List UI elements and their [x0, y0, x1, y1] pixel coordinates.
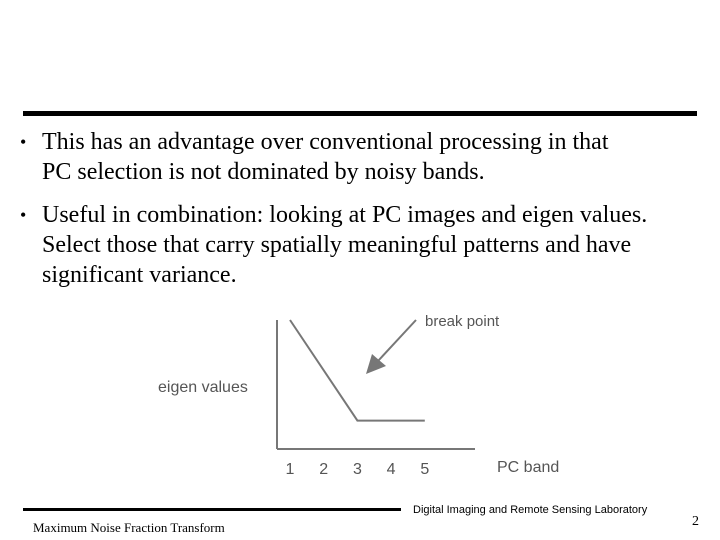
top-rule: [23, 111, 697, 116]
footer-rule: [23, 508, 401, 511]
x-tick-label: 4: [386, 461, 396, 478]
x-tick-label: 5: [420, 461, 430, 478]
x-tick-label: 2: [319, 461, 329, 478]
footer-lab-name: Digital Imaging and Remote Sensing Laboratory: [413, 504, 648, 516]
bullet-2-text: [42, 200, 702, 290]
eigenvalue-chart: [150, 305, 590, 485]
x-tick-label: 1: [285, 461, 295, 478]
bullet-1-text: [42, 127, 702, 187]
eigenvalue-line: [290, 320, 425, 421]
bullet-1-line-2: PC selection is not dominated by noisy bands.: [42, 159, 485, 185]
bullet-2-line-2: Select those that carry spatially meaningful patterns and have: [42, 232, 632, 258]
annotation-label: break point: [425, 313, 500, 330]
bullet-dot: •: [20, 205, 27, 225]
annotation-arrow-shaft: [378, 320, 416, 361]
x-axis-label: PC band: [497, 459, 560, 476]
page-number: 2: [692, 514, 699, 529]
bullet-2-line-3: significant variance.: [42, 262, 237, 288]
footer-title: Maximum Noise Fraction Transform: [33, 520, 225, 535]
x-tick-label: 3: [352, 461, 362, 478]
x-tick-labels: [286, 461, 430, 478]
bullet-1-line-1: This has an advantage over conventional processing in that: [42, 129, 609, 155]
bullet-2-line-1: Useful in combination: looking at PC images and eigen values.: [42, 202, 648, 228]
bullet-dot: •: [20, 132, 27, 152]
y-axis-label: eigen values: [158, 379, 248, 396]
